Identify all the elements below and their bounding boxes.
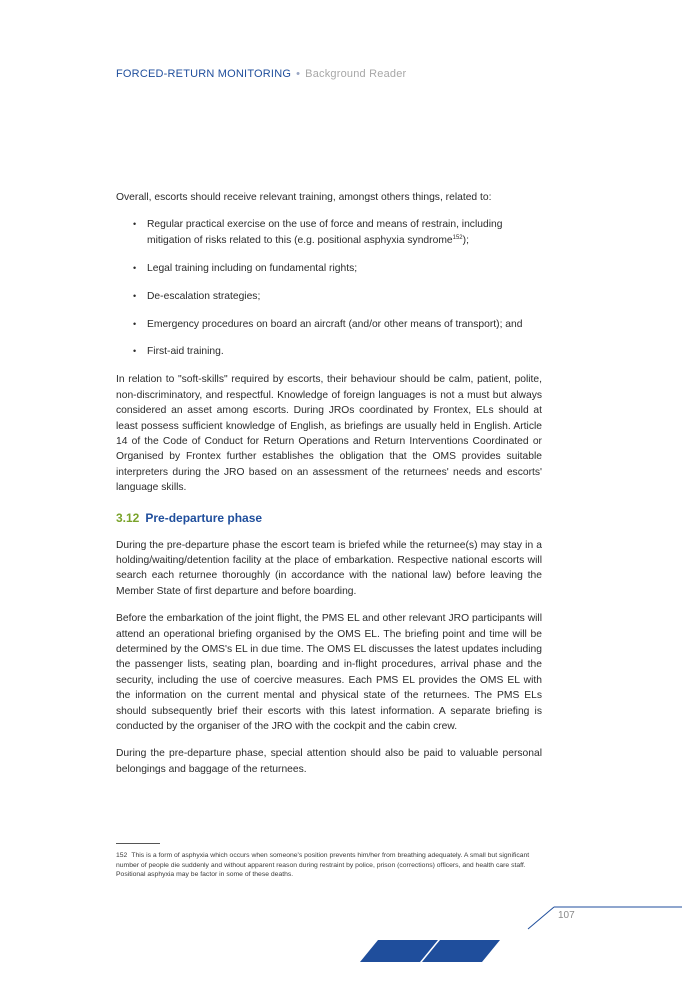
list-item-text: De-escalation strategies;: [147, 290, 261, 302]
list-item: [116, 317, 542, 332]
body-paragraph: During the pre-departure phase the escort team is briefed while the returnee(s) may stay in a holding/waiting/detention facility at the place of embarkation. Respective national escorts will search each returnee thoroughly (in accordance with the national law) before leaving the Member State of first departure and before boarding.: [116, 539, 542, 597]
document-title: FORCED-RETURN MONITORING: [116, 68, 292, 80]
list-item-text: Emergency procedures on board an aircraft (and/or other means of transport); and: [147, 318, 523, 330]
bullet-icon: •: [133, 262, 137, 273]
intro-paragraph: Overall, escorts should receive relevant training, amongst others things, related to:: [116, 192, 492, 203]
list-item: [116, 217, 542, 248]
corner-diagonal-line: [528, 907, 554, 929]
section-title: Pre-departure phase: [145, 510, 263, 525]
training-list: [116, 217, 542, 359]
footnote-number: 152: [116, 852, 128, 859]
list-item-text-end: );: [462, 234, 469, 246]
section-heading: [116, 510, 542, 526]
brand-stripes: [360, 940, 500, 962]
bullet-icon: •: [133, 346, 137, 357]
footnote-text: This is a form of asphyxia which occurs when someone's position prevents him/her from breathing adequately. A small but significant number of people die suddenly and without apparent reason during restraint by police, prison (corrections) officers, and health care staff. Positional asphyxia may be factor in some of these deaths.: [116, 852, 530, 879]
soft-skills-paragraph: In relation to "soft-skills" required by escorts, their behaviour should be calm, patient, polite, non-discriminatory, and respectful. Knowledge of foreign languages is not a must but always considered an asset among escorts. During JROs coordinated by Frontex, ELs should at least possess sufficient knowledge of English, as briefings are usually held in English. Article 14 of the Code of Conduct for Return Operations and Return Interventions Coordinated or Organised by Frontex further establishes the obligation that the OMS provides suitable interpreters during the JRO based on an assessment of the returnees' needs and escorts' language skills.: [116, 374, 542, 494]
body-paragraph: Before the embarkation of the joint flight, the PMS EL and other relevant JRO participants will attend an operational briefing organised by the OMS EL. The briefing point and time will be determined by the OMS's EL in due time. The OMS EL discusses the latest updates including the passenger lists, seating plan, boarding and in-flight procedures, arrival phase and the security, including the use of coercive measures. Each PMS EL provides the OMS EL with the information on the current mental and physical state of the returnees. The PMS ELs should subsequently brief their escorts with this latest information. A separate briefing is conducted by the organiser of the JRO with the cockpit and the cabin crew.: [116, 613, 542, 733]
footnote: [116, 851, 546, 880]
document-subtitle: Background Reader: [305, 68, 407, 80]
bullet-icon: •: [133, 219, 137, 230]
main-content: [116, 190, 542, 789]
bullet-icon: •: [133, 290, 137, 301]
list-item: [116, 289, 542, 304]
footnote-divider: [116, 843, 160, 844]
body-paragraph: During the pre-departure phase, special attention should also be paid to valuable personal belongings and baggage of the returnees.: [116, 748, 542, 775]
page-corner-decoration: [520, 903, 690, 933]
page-number: 107: [558, 910, 575, 921]
list-item: [116, 344, 542, 359]
running-header: [116, 68, 406, 80]
footnote-reference[interactable]: 152: [452, 234, 463, 241]
header-separator: •: [296, 68, 301, 80]
bullet-icon: •: [133, 318, 137, 329]
list-item-text: Legal training including on fundamental rights;: [147, 262, 358, 274]
list-item-text: Regular practical exercise on the use of force and means of restrain, including mitigation of risks related to this (e.g. positional asphyxia syndrome: [147, 219, 503, 246]
list-item-text: First-aid training.: [147, 346, 224, 358]
section-number: 3.12: [116, 510, 140, 525]
list-item: [116, 261, 542, 276]
